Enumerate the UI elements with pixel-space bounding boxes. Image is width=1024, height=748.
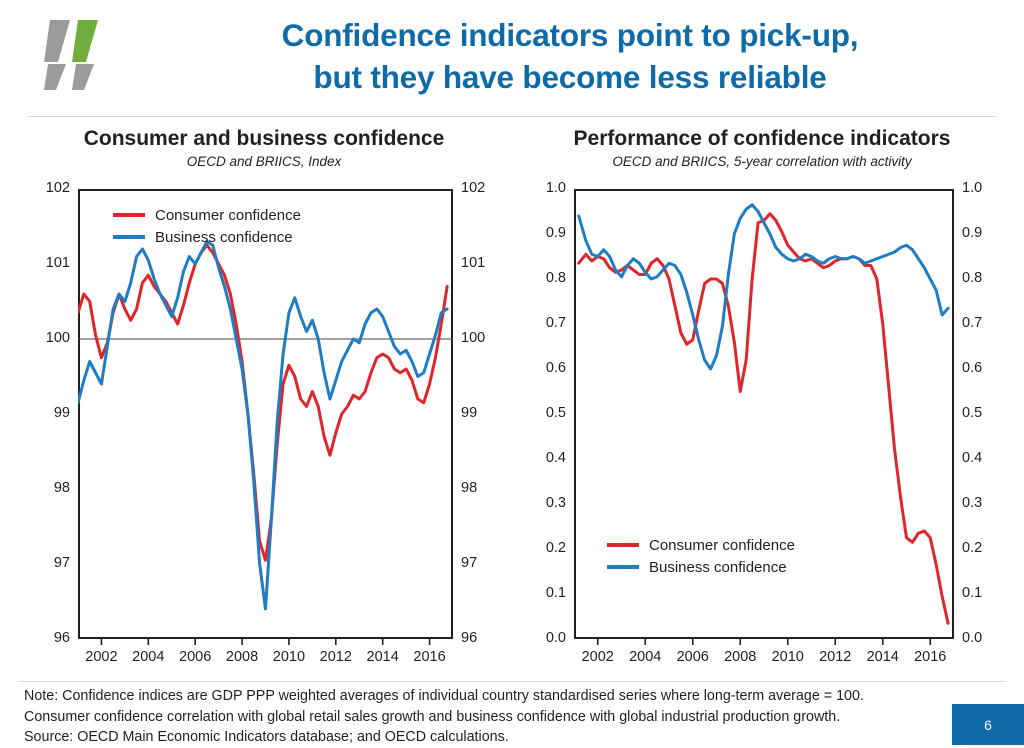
y-axis-tick-label-left: 0.6 [545, 360, 566, 376]
y-axis-tick-label-right: 102 [461, 180, 486, 196]
x-axis-tick-label: 2006 [179, 649, 212, 665]
chart-right-title: Performance of confidence indicators [573, 127, 951, 150]
x-axis-tick-label: 2014 [366, 649, 399, 665]
chart-left-plot [18, 179, 510, 669]
y-axis-tick-label-right: 100 [461, 330, 486, 346]
chart-panel-left [18, 126, 510, 676]
x-axis-tick-label: 2016 [914, 649, 947, 665]
data-series-line [579, 205, 948, 369]
chart-left-subtitle: OECD and BRIICS, Index [186, 154, 342, 169]
y-axis-tick-label-right: 96 [461, 630, 478, 646]
legend-swatch-icon [607, 543, 639, 547]
y-axis-tick-label-left: 101 [45, 255, 70, 271]
footnote-line-3: Source: OECD Main Economic Indicators database; and OECD calculations. [24, 729, 509, 745]
footer-divider [18, 681, 1006, 682]
chart-right-subtitle: OECD and BRIICS, 5-year correlation with activity [612, 154, 912, 169]
legend-swatch-icon [113, 235, 145, 239]
y-axis-tick-label-right: 0.8 [962, 270, 983, 286]
y-axis-tick-label-right: 97 [461, 555, 478, 571]
legend-label: Business confidence [155, 228, 293, 246]
chart-legend [113, 204, 301, 248]
legend-item[interactable] [607, 534, 795, 556]
slide-header [0, 0, 1024, 112]
y-axis-tick-label-right: 0.7 [962, 315, 983, 331]
x-axis-tick-label: 2014 [866, 649, 899, 665]
y-axis-tick-label-left: 0.2 [545, 540, 566, 556]
y-axis-tick-label-left: 98 [53, 480, 70, 496]
y-axis-tick-label-left: 0.9 [545, 225, 566, 241]
footnote [24, 686, 954, 748]
legend-item[interactable] [113, 204, 301, 226]
chart-left-title: Consumer and business confidence [83, 127, 445, 150]
y-axis-tick-label-right: 0.3 [962, 495, 983, 511]
y-axis-tick-label-left: 97 [53, 555, 70, 571]
y-axis-tick-label-left: 0.1 [545, 585, 566, 601]
title-line-1: Confidence indicators point to pick-up, [281, 17, 859, 53]
chart-panel-right [512, 126, 1012, 676]
legend-item[interactable] [607, 556, 795, 578]
x-axis-tick-label: 2006 [676, 649, 709, 665]
y-axis-tick-label-right: 0.5 [962, 405, 983, 421]
legend-label: Consumer confidence [155, 206, 301, 224]
oecd-quote-logo-icon [44, 16, 116, 94]
x-axis-tick-label: 2004 [629, 649, 662, 665]
x-axis-tick-label: 2002 [85, 649, 118, 665]
y-axis-tick-label-left: 0.8 [545, 270, 566, 286]
series-layer [18, 179, 510, 669]
x-axis-tick-label: 2008 [724, 649, 757, 665]
y-axis-tick-label-right: 0.4 [962, 450, 983, 466]
x-axis-tick-label: 2012 [319, 649, 352, 665]
x-axis-tick-label: 2016 [413, 649, 446, 665]
x-axis-tick-label: 2002 [581, 649, 614, 665]
legend-label: Consumer confidence [649, 536, 795, 554]
x-axis-tick-label: 2010 [771, 649, 804, 665]
y-axis-tick-label-right: 98 [461, 480, 478, 496]
y-axis-tick-label-left: 102 [45, 180, 70, 196]
y-axis-tick-label-left: 0.5 [545, 405, 566, 421]
legend-swatch-icon [113, 213, 145, 217]
title-line-2: but they have become less reliable [313, 59, 827, 95]
y-axis-tick-label-right: 1.0 [962, 180, 983, 196]
page-number-badge: 6 [952, 704, 1024, 745]
chart-right-plot [512, 179, 1012, 669]
y-axis-tick-label-left: 0.0 [545, 630, 566, 646]
data-series-line [78, 245, 447, 560]
x-axis-tick-label: 2004 [132, 649, 165, 665]
chart-legend [607, 534, 795, 578]
y-axis-tick-label-left: 100 [45, 330, 70, 346]
footnote-line-1: Note: Confidence indices are GDP PPP weighted averages of individual country standardised series where long-term average = 100. [24, 688, 864, 704]
x-axis-tick-label: 2008 [225, 649, 259, 665]
header-divider [28, 116, 996, 117]
y-axis-tick-label-right: 0.6 [962, 360, 983, 376]
y-axis-tick-label-left: 0.3 [545, 495, 566, 511]
y-axis-tick-label-right: 0.0 [962, 630, 983, 646]
footnote-line-2: Consumer confidence correlation with global retail sales growth and business confidence with global industrial production growth. [24, 708, 841, 725]
y-axis-tick-label-left: 0.4 [545, 450, 566, 466]
series-layer [512, 179, 1012, 669]
y-axis-tick-label-right: 99 [461, 405, 478, 421]
y-axis-tick-label-right: 0.9 [962, 225, 983, 241]
y-axis-tick-label-right: 0.2 [962, 540, 983, 556]
y-axis-tick-label-left: 1.0 [545, 180, 566, 196]
x-axis-tick-label: 2012 [819, 649, 852, 665]
legend-label: Business confidence [649, 558, 787, 576]
y-axis-tick-label-right: 0.1 [962, 585, 983, 601]
y-axis-tick-label-left: 0.7 [545, 315, 566, 331]
y-axis-tick-label-left: 96 [53, 630, 70, 646]
y-axis-tick-label-right: 101 [461, 255, 486, 271]
page-title [140, 14, 1000, 98]
legend-item[interactable] [113, 226, 301, 248]
x-axis-tick-label: 2010 [272, 649, 306, 665]
y-axis-tick-label-left: 99 [53, 405, 70, 421]
legend-swatch-icon [607, 565, 639, 569]
